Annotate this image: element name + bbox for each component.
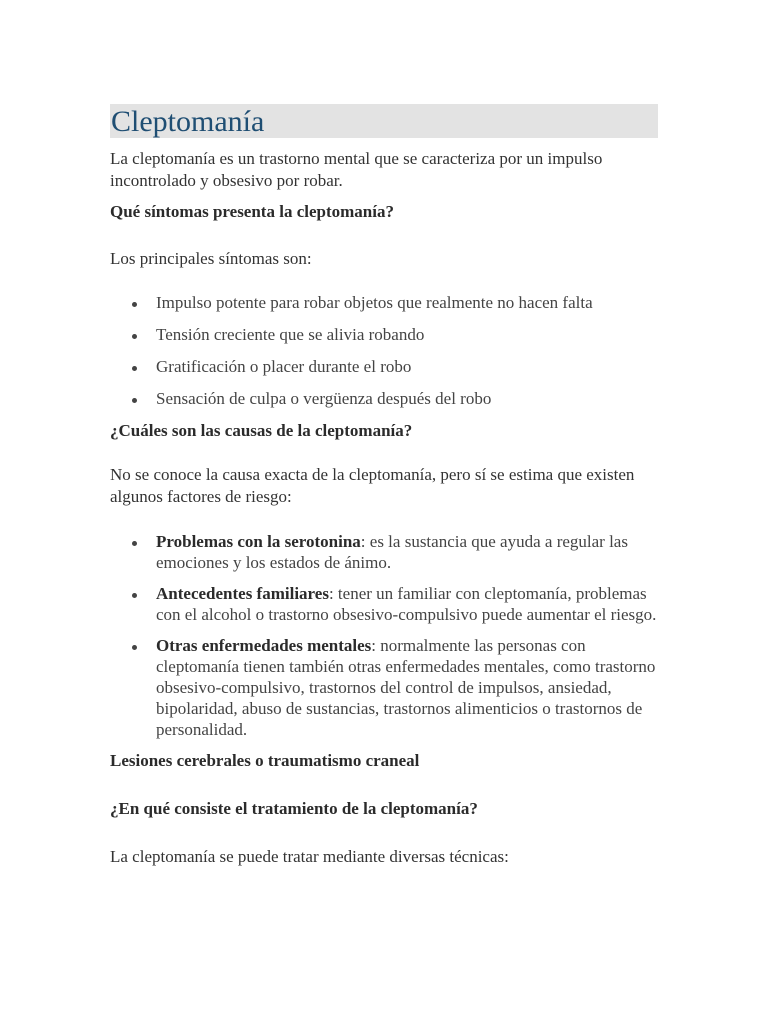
list-item bbox=[156, 583, 658, 625]
symptoms-lead: Los principales síntomas son: bbox=[110, 249, 312, 268]
list-item-text: : es la sustancia que ayuda a regular las emociones y los estados de ánimo. bbox=[156, 532, 628, 572]
list-item: Sensación de culpa o vergüenza después del robo bbox=[156, 388, 658, 410]
list-item-term: Antecedentes familiares bbox=[156, 584, 329, 603]
list-item-text: : normalmente las personas con cleptomanía tienen también otras enfermedades mentales, como trastorno obsesivo-compulsivo, trastornos del control de impulsos, ansiedad, bipolaridad, abuso de sustancias, trastornos alimenticios o trastornos de personalidad. bbox=[156, 636, 656, 739]
causes-extra-heading: Lesiones cerebrales o traumatismo craneal bbox=[110, 751, 420, 770]
list-item-term: Otras enfermedades mentales bbox=[156, 636, 372, 655]
document-page bbox=[110, 104, 658, 868]
symptoms-list bbox=[110, 292, 658, 410]
list-item bbox=[156, 635, 658, 740]
list-item: Impulso potente para robar objetos que realmente no hacen falta bbox=[156, 292, 658, 314]
causes-lead: No se conoce la causa exacta de la cleptomanía, pero sí se estima que existen algunos factores de riesgo: bbox=[110, 465, 635, 506]
treatment-heading: ¿En qué consiste el tratamiento de la cleptomanía? bbox=[110, 799, 478, 818]
page-title: Cleptomanía bbox=[110, 104, 658, 138]
list-item-term: Problemas con la serotonina bbox=[156, 532, 361, 551]
symptoms-heading: Qué síntomas presenta la cleptomanía? bbox=[110, 202, 394, 221]
treatment-lead: La cleptomanía se puede tratar mediante diversas técnicas: bbox=[110, 847, 509, 866]
list-item: Gratificación o placer durante el robo bbox=[156, 356, 658, 378]
list-item-text: : tener un familiar con cleptomanía, problemas con el alcohol o trastorno obsesivo-compulsivo puede aumentar el riesgo. bbox=[156, 584, 657, 624]
list-item: Tensión creciente que se alivia robando bbox=[156, 324, 658, 346]
list-item bbox=[156, 531, 658, 573]
causes-heading: ¿Cuáles son las causas de la cleptomanía? bbox=[110, 421, 413, 440]
causes-list bbox=[110, 531, 658, 740]
intro-paragraph: La cleptomanía es un trastorno mental que se caracteriza por un impulso incontrolado y obsesivo por robar. bbox=[110, 149, 603, 190]
